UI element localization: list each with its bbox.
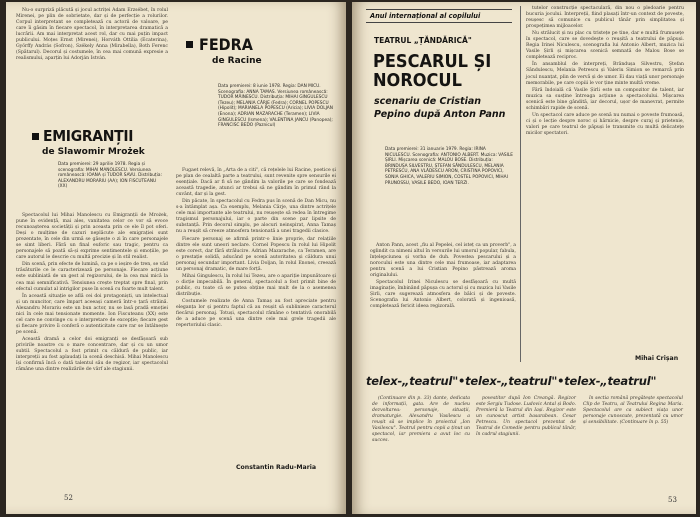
section-rule-top [366,9,512,10]
telex-banner: telex-„teatrul"•telex-„teatrul"•telex-„teatrul" [366,374,657,388]
telex-column-1: (Continuare din p. 33) dante, dedicata de informații, gata. Are de nucleu dezvoltarea: personaje, situații, dramaturgie. Alexandru Vasilescu a reușit să se implice în proiectul „Ion Vasilescu". Teatrul pentru copii a ținut un spectacol, iar premiera a avut loc cu succes. [372,396,470,444]
telex-column-2: povestitor după Ion Creangă. Regizor este Sergiu Tudose. Ludovic Antal și Bodo. Premieră la Teatrul din Iași. Regizor este un cunoscut artist basarabean. Cesar Petrescu. Un spectacol prezentat de Teatrul de Comedie pentru publicul tânăr, în cadrul stagiunii. [476,396,576,438]
article-title-emigrantii: EMIGRANȚII [43,127,134,145]
article-subtitle-racine: de Racine [212,56,262,66]
article-author-fedra: Constantin Radu-Maria [236,464,317,471]
article-title-pescarul: PESCARUL ȘI NOROCUL [373,51,492,91]
article-body-pescarul-right: tutelor construcție spectaculară, din nou o pledoarie pentru bucuria jocului. Interpreții, fiind plasați într-un context de poveste, reușesc să comunice cu publicul tânăr prin simplitatea și prospețimea mijloacelor. Nu strălucit și nu plac cu tristețe pe tine, dar e multă frumusețe în spectacol, care se dovedește o reușită a teatrului de păpuși. Regia Irinei Niculescu, scenografia lui Antonio Albert, muzica lui Vasile Șirli și mișcarea scenică semnată de Malou Bose se completează reciproc. În ansamblul de interpreți, Brândușa Silvestru, Ștefan Săndulescu, Melania Petrescu și Valeriu Simion se remarcă prin jocul nuanțat, plin de vervă și de umor. Ei dau viață unor personaje memorabile, pe care copiii le vor ține minte multă vreme. Fără îndoială că Vasile Șirli este un compozitor de talent, iar muzica sa susține întreaga acțiune a spectacolului. Mișcarea scenică este bine gândită, iar decorul, ușor de manevrat, permite schimbări rapide de scenă. Un spectacol care aduce pe scenă nu numai o poveste frumoasă, ci și o lecție despre noroc și hărnicie, despre curaj și prietenie, valori pe care teatrul de păpuși le transmite cu multă delicatețe micilor spectatori. [526,6,684,136]
article-credits-emigrantii: Data premierei: 29 aprilie 1978. Regia și scenografia: MIHAI MANOLESCU. Versiunea românească: IOANA și TUDOR SAVU. Distribuția: ALEXANDRU MORARIU (AA); ION FISCUTEANU (XX) [58,162,162,190]
theatre-label: TEATRUL „ȚĂNDĂRICĂ" [374,36,472,45]
column-divider [520,6,521,362]
left-page [6,2,346,514]
article-credits-pescarul: Data premierei: 31 ianuarie 1979. Regia: IRINA NICULESCU. Scenografia: ANTONIO ALBERT. Muzica: VASILE ȘIRLI. Mișcarea scenică: MALOU BOSE. Distribuția: BRINDUȘA SILVESTRU, ȘTEFAN SĂNDULESCU, MELANIA PETRESCU, ANA VLĂDESCU ARON, CRISTINA POPOVICI, SONIA GHICA, VALERIU SIMION, COSTEL POPOVICI, MIHAI PRUNOSSU, VASILE BEDO, IOAN TERZI. [385,147,514,186]
article-body-fedra: Fugaet relevă, în „Arta de a citi", că rețelele lui Racine, poetice și pe plan de cealaltă parte a teatrului, sunt revenite spre sensurile ei esențiale. Dacă ar fi să ne gândim la valorile pe care se fondează această tragedie, atunci ar trebui să ne gândim în primul rând la cuvânt, dar și la gest. Din păcate, în spectacolul cu Fedra pus în scenă de Dan Micu, nu s-a întâmplat așa. Ca exemplu, Melania Cârje, una dintre actrițele cele mai importante ale teatrului, nu reușește să redea în întregime tragismul personajului, iar o parte din scene par lipsite de substanță. Prin decorul simplu, pe alocuri neinspirat, Anna Tamaș nu a reușit să creeze atmosfera tensionată a unei tragedii clasice. Fiecare personaj se afirmă printr-o linie proprie, dar relațiile dintre ele sunt uneori neclare. Cornel Popescu în rolul lui Hipolit este corect, dar fără strălucire. Adrian Mazarache, ca Teramen, are o prestație solidă, aducând pe scenă autoritatea și căldura unui personaj secundar important. Livia Doljan, în rolul Enonei, creează un personaj dramatic, de mare forță. Mihai Gingulescu, în rolul lui Tezeu, are o apariție impunătoare și o dicție impecabilă. În general, spectacolul a fost primit bine de public, cu toate că se putea obține mai mult de la o asemenea distribuție. Costumele realizate de Anna Tamaș au fost apreciate pentru eleganța lor și pentru faptul că au reușit să sublinieze caracterul fiecărui personaj. Totuși, spectacolul rămâne o tentativă onorabilă de a aduce pe scenă una dintre cele mai grele tragedii ale repertoriului clasic. [176,168,336,329]
page-number-left: 52 [64,494,73,502]
article-bullet-icon [32,133,39,140]
article-body-emigrantii: Spectacolul lui Mihai Manolescu cu Emigranții de Mrożek, pune în evidență, mai ales, vanitatea celor ce vor să evoce recunoașterea societății și prin aceasta prin ce ele îl pot oferi. Deși o mulțime de cazuri neplăcute ale emigrației sunt prezentate, în cele din urmă se găsește o zi în care personajele se simt liberi. Fără un final euforic sau tragic, pentru ca personajele să poată să-și exprime sentimentele și emoțiile, pe care autorul le descrie cu multă precizie și în stil realist. Din scenă, prin efecte de lumină, ca pe o ieșire de tren, se văd trăsăturile ce le caracterizează pe personaje. Fiecare acțiune este subliniată de un gest al regizorului, de la cea mai mică la cea mai semnificativă. Tensiunea crește treptat spre final, prin efectul cumulat al intrigilor puse în scenă cu foarte mult talent. În această situație se află cei doi protagoniști, un intelectual și un muncitor, care împart aceeași cameră într-o țară străină. Alexandru Morariu este un bun actor, nu se lasă pradă emoției nici în cele mai tensionate momente. Ion Fiscuteanu (XX) este cel care ne convinge cu o interpretare de excepție; fiecare gest și fiecare privire îi conferă o autenticitate care rar se întâlnește pe scenă. Această dramă a celor doi emigranți se desfășoară sub privirile noastre cu o mare concentrare, dar și cu un umor subtil. Spectacolul a fost primit cu căldură de public, iar interpreții au fost aplaudați la scenă deschisă. Mihai Manolescu își confirmă încă o dată talentul său de regizor, iar spectacolul rămâne una dintre realizările de vârf ale stagiunii. [16,213,168,373]
article-author-pescarul: Mihai Crișan [635,355,679,362]
article-bullet-icon [186,41,193,48]
article-subtitle-pescarul: scenariu de Cristian Pepino după Anton Pann [374,96,506,120]
telex-column-3: în sectia română pregătește spectacolul Clip de Teatru, al Teatrului Regina Maria. Spectacolul are ca subiect viața unor personaje cunoscute, prezentată cu umor și sensibilitate. (Continuare în p. 55) [583,396,683,426]
article-subtitle-mrozek: de Slawomir Mrożek [42,147,145,157]
article-body-pescarul-left: Anton Pann, acest „fiu al Pepelei, cel isteț ca un proverb", a oglindit ca nimeni altul în versurile lui umorul popular, fabula, înțelepciunea și vorba de duh. Povestea pescarului și a norocului este una dintre cele mai frumoase, iar adaptarea pentru scenă a lui Cristian Pepino păstrează aroma originalului. Spectacolul Irinei Niculescu se desfășoară cu multă imaginație, îmbinând păpușa cu actorul și cu muzica lui Vasile Șirli, care sugerează atmosfera de bâlci și de poveste. Scenografia lui Antonio Albert, colorată și ingenioasă, completează fericit ideea regizorală. [370,243,516,310]
section-rule-bottom [366,22,512,23]
section-heading: Anul internațional al copilului [370,12,481,20]
article-credits-fedra: Data premierei: 8 iunie 1978. Regia: DAN MICU. Scenografia: ANNA TAMAS. Versiunea românească: TUDOR MĂINESCU. Distribuția: MIHAI GINGULESCU (Tezeu); MELANIA CÂRJE (Fedra); CORNEL POPESCU (Hipolit); MARIANELA POPESCU (Aricia); LIVIA DOLJAN (Enona); ADRIAN MAZARACHE (Teramen); LIVIA GINGULESCU (Ismena); VALENTINA JANCU (Panopea); FRANCISC BEDO (Paznicul) [218,84,333,129]
article-title-fedra: FEDRA [199,35,253,54]
intro-text: Nu-o surpriză plăcută și jocul actriței Adam Erzsébet, în rolul Mirenei, pe plin de sobrietate, dar și de perfecție a rolurilor. Corpul interpretant se completează cu actorii de valoare, pe care îi găsim în fiecare spectacol, în interpretarea dramatică a lucrării. Am mai interpretat acest rol, dar cu mai puțin impact publicului. Moțes Ernst (Mirenei), Horváth Ottilia (Ecaterina), Györffy András (Sofron), Székely Anna (Mirabella), Both Ferenc (Spătarul). Decorul și costumele, în cea mai comună expresie a realismului, aparțin lui Adorján István. [16,8,168,62]
page-number-right: 53 [668,496,677,504]
